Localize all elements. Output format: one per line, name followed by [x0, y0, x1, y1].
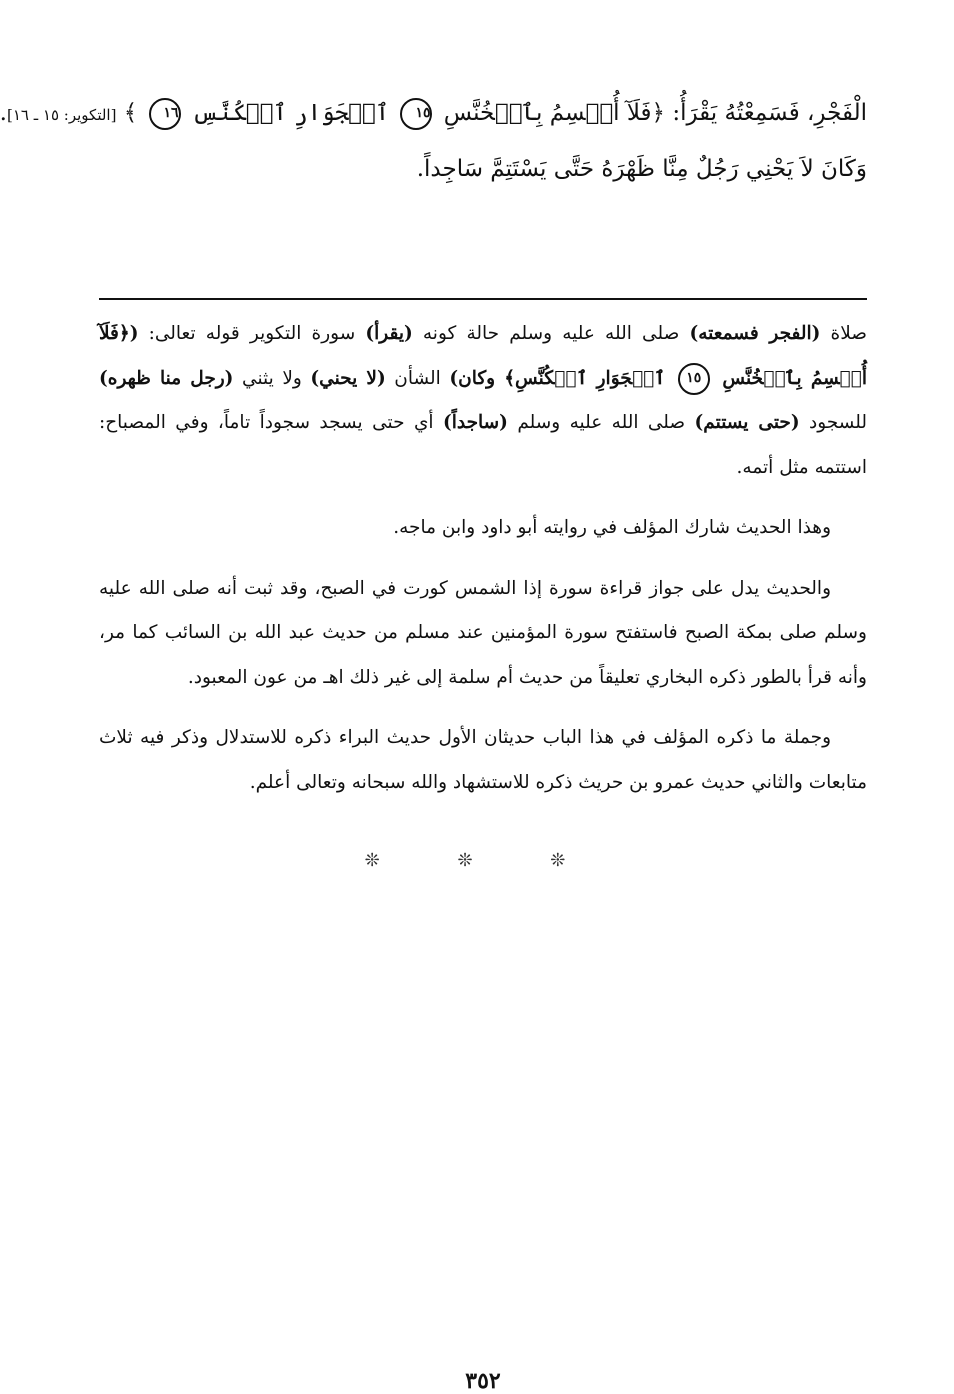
commentary	[99, 312, 867, 821]
quran-reference: [التكوير: ١٥ ـ ١٦]	[6, 106, 117, 124]
quoted-phrase: (يقرأ)	[365, 323, 413, 344]
text-segment: للسجود	[799, 412, 867, 433]
footnote-divider	[99, 298, 867, 300]
hadith-line-end: .	[0, 100, 7, 126]
quoted-phrase: (حتى يستتم)	[694, 412, 800, 433]
section-separator: ❊ ❊ ❊	[364, 850, 602, 871]
hadith-line-1	[0, 86, 867, 142]
page-body	[0, 86, 867, 1394]
hadith-verse-part-2: ٱلۡجَوَارِ ٱلۡكُنَّسِ	[191, 100, 390, 126]
text-segment: الشأن	[385, 367, 450, 389]
text-segment: سورة التكوير قوله تعالى:	[138, 323, 366, 344]
commentary-paragraph-3: والحديث يدل على جواز قراءة سورة إذا الشمس كورت في الصبح، وقد ثبت أنه صلى الله عليه وسلم صلى بمكة الصبح فاستفتح سورة المؤمنين عند مسلم من حديث عبد الله بن السائب كما مر، وأنه قرأ بالطور ذكره البخاري تعليقاً من حديث أم سلمة إلى غير ذلك اهـ من عون المعبود.	[99, 577, 867, 688]
ayah-number-16-marker: ١٦	[149, 98, 181, 130]
quoted-phrase: (لا يحني)	[310, 367, 386, 389]
page-number: ٣٥٢	[465, 1368, 501, 1394]
hadith-line-2: وَكَانَ لاَ يَحْنِي رَجُلٌ مِنَّا ظَهْرَهُ حَتَّى يَسْتَتِمَّ سَاجِداً.	[416, 156, 867, 182]
ayah-number-15-marker: ١٥	[678, 363, 710, 395]
commentary-paragraph-2: وهذا الحديث شارك المؤلف في روايته أبو داود وابن ماجه.	[393, 517, 831, 538]
text-segment: صلى الله عليه وسلم	[507, 412, 695, 433]
hadith-verse-part-1: الْفَجْرِ، فَسَمِعْتُهُ يَقْرَأُ: ﴿فَلَآ أُقۡسِمُ بِٱلۡخُنَّسِ	[443, 100, 867, 126]
quoted-verse: ٱلۡجَوَارِ ٱلۡكُنَّسِ﴾ وكان)	[449, 367, 666, 389]
text-segment: أي حتى يسجد سجوداً تاماً، وفي المصباح: استتمه مثل أتمه.	[99, 412, 867, 478]
quoted-phrase: (ساجداً)	[442, 412, 508, 433]
text-segment: صلى الله عليه وسلم حالة كونه	[412, 323, 690, 344]
commentary-paragraph-1	[99, 312, 867, 490]
text-segment: صلاة	[820, 323, 867, 344]
quoted-phrase: (الفجر فسمعته)	[689, 323, 821, 344]
verse-close-bracket: ﴾	[123, 100, 138, 126]
commentary-paragraph-4: وجملة ما ذكره المؤلف في هذا الباب حديثان الأول حديث البراء ذكره للاستدلال وذكر فيه ثلاث متابعات والثاني حديث عمرو بن حريث ذكره للاستشهاد والله سبحانه وتعالى أعلم.	[99, 727, 867, 793]
hadith-text	[0, 86, 867, 196]
quoted-verse: (﴿فَلَآ أُقۡسِمُ بِٱلۡخُنَّسِ	[99, 323, 867, 389]
quoted-phrase: (رجل منا ظهره)	[99, 367, 234, 389]
ayah-number-15-marker: ١٥	[400, 98, 432, 130]
text-segment: ولا يثني	[233, 367, 311, 389]
